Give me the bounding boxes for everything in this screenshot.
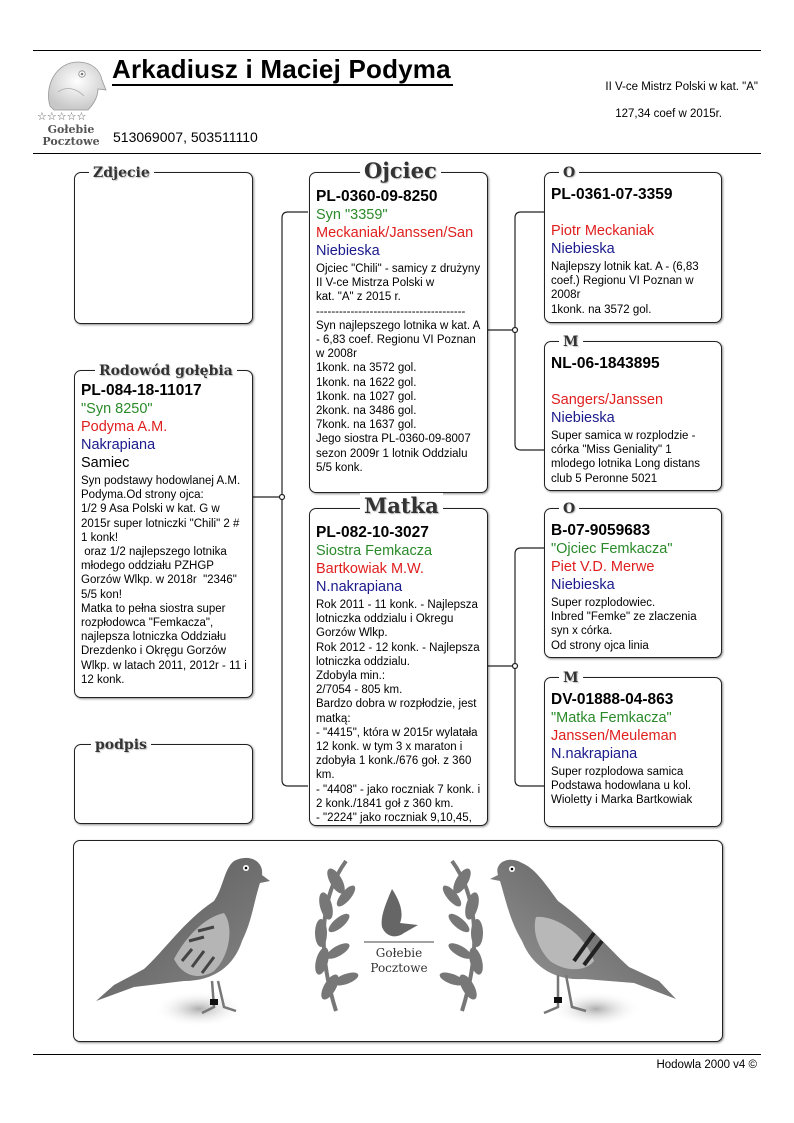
owner-title: Arkadiusz i Maciej Podyma <box>112 54 451 84</box>
banner-illustration <box>74 841 724 1043</box>
logo-text-line2: Pocztowe <box>42 135 100 148</box>
paternal-grandfather-ring: PL-0361-07-3359 <box>551 186 673 203</box>
svg-text:☆☆☆☆☆: ☆☆☆☆☆ <box>37 110 87 123</box>
pigeon-breeder: Podyma A.M. <box>81 419 168 435</box>
mother-breeder: Bartkowiak M.W. <box>316 561 424 577</box>
pigeon-sex: Samiec <box>81 455 130 471</box>
pigeon-card <box>74 363 253 698</box>
award-line-1: II V-ce Mistrz Polski w kat. "A" <box>605 81 758 93</box>
owner-phones: 513069007, 503511110 <box>113 129 258 145</box>
paternal-grandfather-breeder: Piotr Meckaniak <box>551 223 655 239</box>
paternal-grandmother-card <box>544 334 722 491</box>
maternal-grandfather-color: Niebieska <box>551 577 615 593</box>
paternal-grandmother-name <box>551 373 717 391</box>
emblem-text-line2: Pocztowe <box>370 961 428 975</box>
paternal-grandmother-breeder: Sangers/Janssen <box>551 392 664 408</box>
maternal-grandfather-ring: B-07-9059683 <box>551 522 651 539</box>
pigeon-color: Nakrapiana <box>81 437 156 453</box>
left-pigeon-icon <box>96 858 270 1027</box>
maternal-grandmother-description: Super rozplodowa samica Podstawa hodowlana u kol. Wioletty i Marka Bartkowiak <box>551 766 693 807</box>
footer-rule <box>33 1054 761 1055</box>
maternal-grandmother-legend: M <box>559 668 583 688</box>
mother-description: Rok 2011 - 11 konk. - Najlepsza lotniczka oddzialu i Okregu Gorzów Wlkp. Rok 2012 - 12 konk. - Najlepsza lotniczka oddzialu. Zdobyla min.: 2/7054 - 805 km. Bardzo dobra w rozpłodzie, jest matką: - "4415", która w 2015r wylatała 12 konk. w tym 3 x maraton i zdobyła 1 konk./676 goł. z 360 km. - "4408" - jako roczniak 7 konk. i 2 konk./1841 goł z 360 km. - "2224" jako roczniak 9,10,45, <box>316 599 481 825</box>
signature-box-legend: podpis <box>91 735 151 755</box>
logo-text-line1: Gołebie <box>47 123 95 136</box>
father-name: Syn "3359" <box>316 207 388 223</box>
mother-ring: PL-082-10-3027 <box>316 524 429 541</box>
father-card <box>309 158 488 493</box>
photo-box <box>74 165 253 324</box>
father-breeder: Meckaniak/Janssen/San <box>316 225 474 241</box>
paternal-grandfather-description: Najlepszy lotnik kat. A - (6,83 coef.) Regionu VI Poznan w 2008r 1konk. na 3572 gol. <box>551 261 699 316</box>
pigeon-ring: PL-084-18-11017 <box>81 382 202 399</box>
mother-card-legend-overlay: Matka <box>360 493 443 519</box>
signature-box <box>74 737 253 824</box>
father-color: Niebieska <box>316 243 380 259</box>
maternal-grandfather-legend: O <box>559 499 579 519</box>
maternal-grandmother-color: N.nakrapiana <box>551 746 638 762</box>
right-pigeon-icon <box>490 860 676 1027</box>
maternal-grandfather-name: "Ojciec Femkacza" <box>551 541 673 557</box>
paternal-grandfather-card <box>544 165 722 323</box>
pigeon-name: "Syn 8250" <box>81 401 153 417</box>
footer-credit: Hodowla 2000 v4 © <box>656 1059 757 1071</box>
paternal-grandfather-name <box>551 204 717 222</box>
maternal-grandmother-name: "Matka Femkacza" <box>551 710 672 726</box>
paternal-grandfather-color: Niebieska <box>551 241 615 257</box>
paternal-grandfather-legend: O <box>559 163 579 183</box>
maternal-grandmother-card <box>544 670 722 827</box>
award-line-2: 127,34 coef w 2015r. <box>615 108 722 120</box>
paternal-grandmother-description: Super samica w rozplodzie - córka "Miss Geniality" 1 mlodego lotnika Long distans club 5 Peronne 5021 <box>551 430 704 485</box>
maternal-grandfather-description: Super rozplodowiec. Inbred "Femke" ze zlaczenia syn x córka. Od strony ojca linia <box>551 597 697 652</box>
pigeon-card-legend: Rodowód gołębia <box>95 361 237 381</box>
photo-box-legend: Zdjecie <box>89 163 154 183</box>
maternal-grandmother-ring: DV-01888-04-863 <box>551 691 674 708</box>
golebie-pocztowe-emblem-icon <box>313 861 486 1011</box>
father-ring: PL-0360-09-8250 <box>316 188 438 205</box>
mother-color: N.nakrapiana <box>316 579 403 595</box>
paternal-grandmother-ring: NL-06-1843895 <box>551 355 660 372</box>
pigeon-banner <box>73 840 723 1042</box>
paternal-grandmother-legend: M <box>559 332 583 352</box>
mother-card <box>309 508 488 826</box>
father-card-legend: Ojciec <box>360 158 441 184</box>
maternal-grandfather-card <box>544 501 722 658</box>
maternal-grandmother-breeder: Janssen/Meuleman <box>551 728 677 744</box>
mother-name: Siostra Femkacza <box>316 543 433 559</box>
emblem-text-line1: Gołebie <box>375 946 423 960</box>
father-description: Ojciec "Chili" - samicy z drużyny II V-ce Mistrza Polski w kat. "A" z 2015 r. --------------------------------------- Syn najlepszego lotnika w kat. A - 6,83 coef. Regionu VI Poznan w 2008r 1konk. na 3572 gol. 1konk. na 1622 gol. 1konk. na 1027 gol. 2konk. na 3486 gol. 7konk. na 1637 gol. Jego siostra PL-0360-09-8007 sezon 2009r 1 lotnik Oddzialu 5/5 konk. <box>316 263 481 474</box>
pigeon-description: Syn podstawy hodowlanej A.M. Podyma.Od strony ojca: 1/2 9 Asa Polski w kat. G w 2015r super lotniczki "Chili" 2 # 1 konk! oraz 1/2 najlepszego lotnika młodego oddziału PZHGP Gorzów Wlkp. w 2018r "2346" 5/5 kon! Matka to pełna siostra super rozpłodowca "Femkacza", najlepsza lotniczka Oddziału Drezdenko i Okręgu Gorzów Wlkp. w latach 2011, 2012r - 11 i 12 konk. <box>81 475 247 686</box>
maternal-grandfather-breeder: Piet V.D. Merwe <box>551 559 655 575</box>
paternal-grandmother-color: Niebieska <box>551 410 615 426</box>
